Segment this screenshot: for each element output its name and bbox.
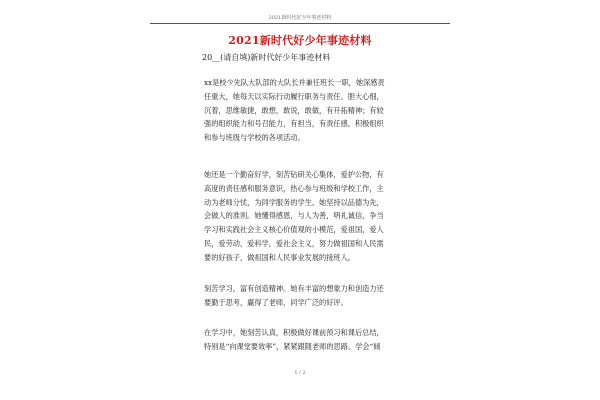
page-number: 1 / 2 (294, 370, 306, 376)
document-page (150, 0, 450, 400)
page-header: 2021新时代好少年事迹材料 (268, 15, 332, 21)
paragraph-3: 刻苦学习，富有创造精神。她有丰富的想象力和创造力还 要勤于思考，赢得了老师，同学广泛的好评。 (204, 284, 384, 307)
document-title: 2021新时代好少年事迹材料 (228, 34, 372, 47)
paragraph-4: 在学习中，她刻苦认真，积极做好课前预习和课后总结， 特别是“向课堂要效率”，紧紧跟随老师的思路。学会“倾 (204, 328, 384, 351)
paragraph-2: 她还是一个勤奋好学，刻苦钻研关心集体，爱护公物，有 高度的责任感和服务意识，热心参与班级和学校工作，主 动为老师分忧，为同学服务的学生。她坚持以品德为先， 会做人的准则。她懂得感恩，与人为善，明礼诚信，争当 学习和实践社会主义核心价值观的小模范，爱祖国，爱人 民，爱劳动，爱科学，爱社会主义，努力做祖国和人民需 要的好孩子，做祖国和人民事业发展的接班人。 (204, 170, 384, 262)
document-subtitle: 20__(请自填)新时代好少年事迹材料 (202, 53, 331, 62)
header-divider (150, 23, 450, 24)
paragraph-1: xx是校少先队大队部的大队长并兼任班长一职，她深感责 任重大，她每天以实际行动履行职务与责任。胆大心细， 沉着，思维敏捷，敢想，敢说，敢做，有开拓精神；有较 强的组织能力和号召能力，有担当，有责任感，积极组织 和参与班级与学校的各项活动。 (204, 78, 385, 143)
